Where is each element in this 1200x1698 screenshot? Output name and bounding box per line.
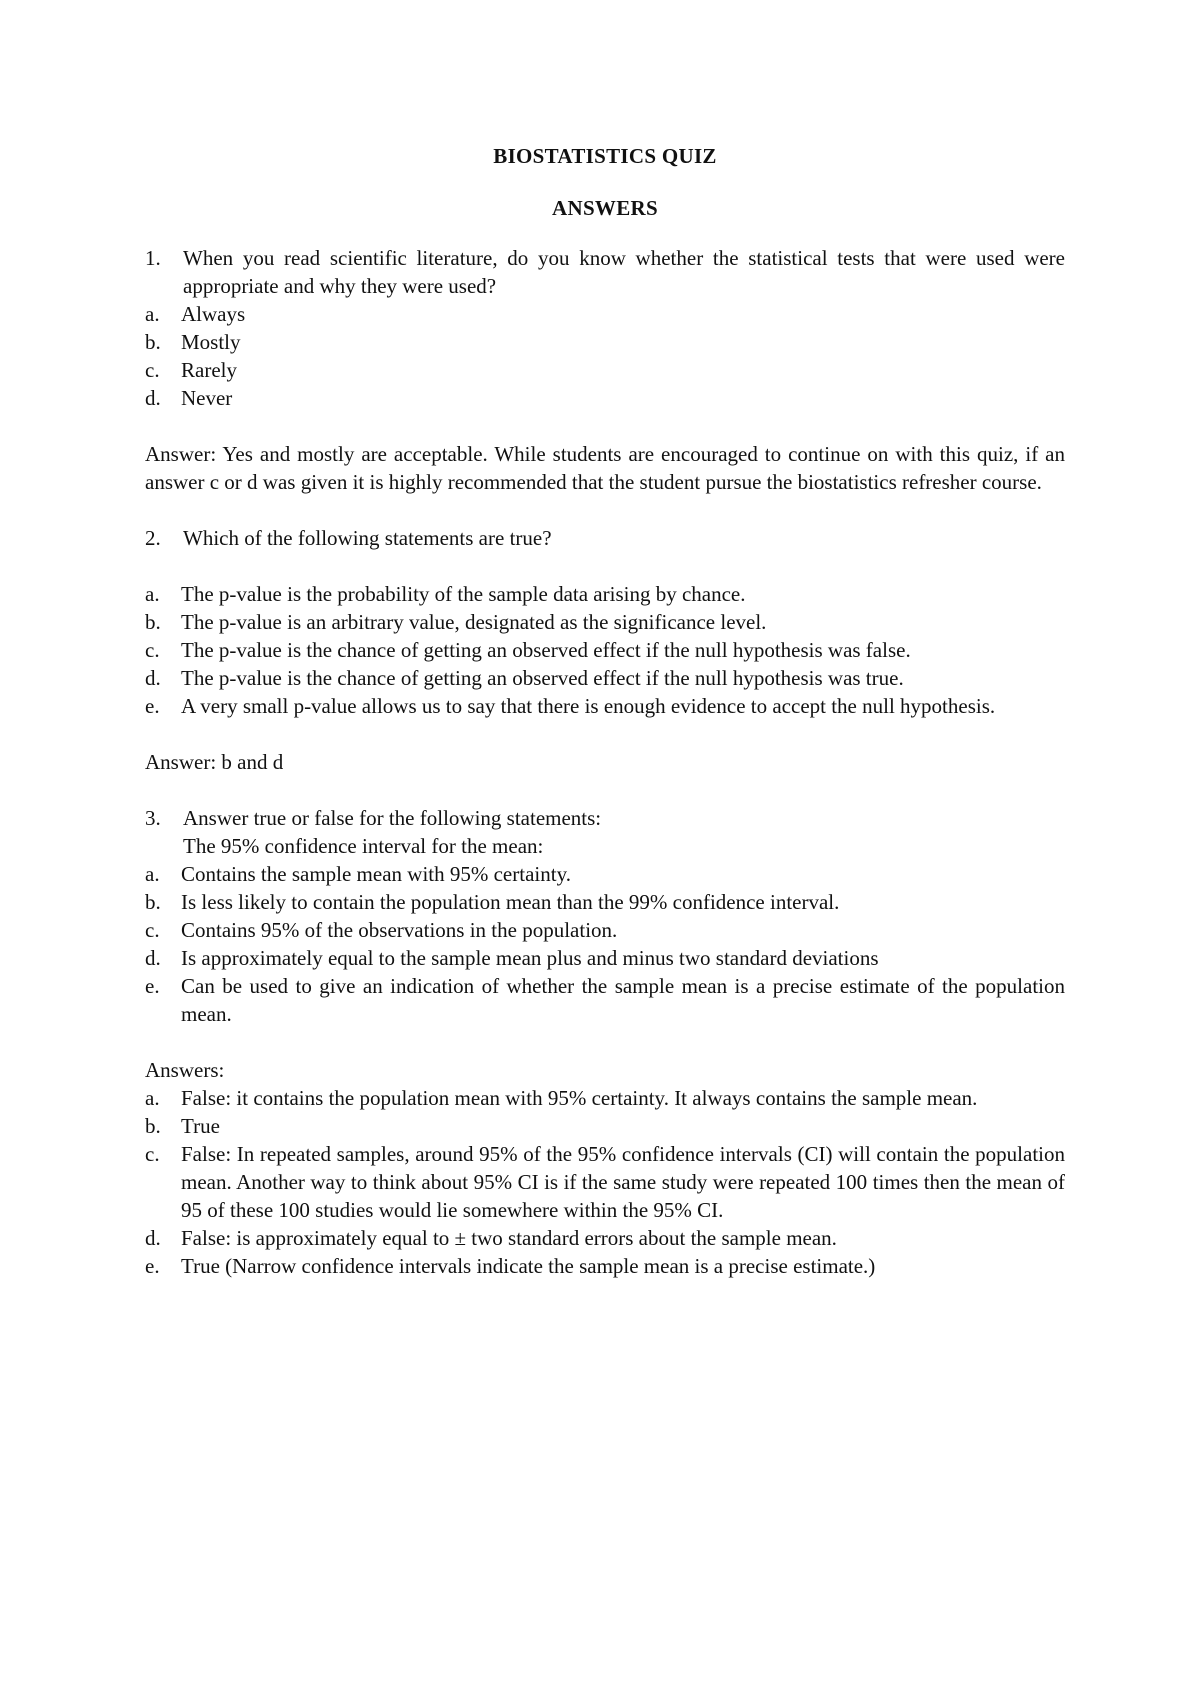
question-number: 1.: [145, 246, 161, 270]
document-title: BIOSTATISTICS QUIZ: [493, 144, 717, 168]
option-item: [145, 580, 1065, 608]
option-text: Mostly: [181, 330, 241, 354]
question-2: [145, 524, 1065, 552]
answer-item: [145, 1224, 1065, 1252]
option-item: [145, 944, 1065, 972]
answer-text: False: is approximately equal to ± two standard errors about the sample mean.: [181, 1226, 837, 1250]
answer-letter: e.: [145, 1254, 160, 1278]
question-number: 2.: [145, 526, 161, 550]
question-1-answer: Answer: Yes and mostly are acceptable. While students are encouraged to continue on with this quiz, if an answer c or d was given it is highly recommended that the student pursue the biostatistics refresher course.: [145, 442, 1065, 494]
option-letter: a.: [145, 862, 160, 886]
question-3-answers: [145, 1084, 1065, 1280]
question-text: When you read scientific literature, do you know whether the statistical tests that were used were appropriate and why they were used?: [183, 246, 1065, 298]
option-letter: e.: [145, 974, 160, 998]
option-item: [145, 664, 1065, 692]
option-text: Never: [181, 386, 233, 410]
option-text: A very small p-value allows us to say that there is enough evidence to accept the null hypothesis.: [181, 694, 996, 718]
option-text: Contains the sample mean with 95% certainty.: [181, 862, 571, 886]
option-letter: d.: [145, 666, 161, 690]
document-subtitle: ANSWERS: [552, 196, 658, 220]
question-number: 3.: [145, 806, 161, 830]
option-letter: b.: [145, 610, 161, 634]
option-text: Is less likely to contain the population mean than the 99% confidence interval.: [181, 890, 840, 914]
option-item: [145, 692, 1065, 720]
option-letter: d.: [145, 386, 161, 410]
option-text: The p-value is the probability of the sample data arising by chance.: [181, 582, 746, 606]
option-item: [145, 608, 1065, 636]
option-text: Contains 95% of the observations in the population.: [181, 918, 618, 942]
question-3-options: [145, 860, 1065, 1028]
option-item: [145, 356, 1065, 384]
option-letter: c.: [145, 918, 160, 942]
question-1-options: [145, 300, 1065, 412]
option-text: The p-value is the chance of getting an observed effect if the null hypothesis was true.: [181, 666, 904, 690]
option-text: Can be used to give an indication of whether the sample mean is a precise estimate of the population mean.: [181, 974, 1065, 1026]
option-item: [145, 300, 1065, 328]
option-item: [145, 636, 1065, 664]
option-item: [145, 916, 1065, 944]
option-letter: d.: [145, 946, 161, 970]
answer-text: True (Narrow confidence intervals indicate the sample mean is a precise estimate.): [181, 1254, 876, 1278]
option-letter: b.: [145, 890, 161, 914]
option-item: [145, 384, 1065, 412]
answer-item: [145, 1084, 1065, 1112]
question-text: Answer true or false for the following statements:: [183, 806, 602, 830]
option-letter: a.: [145, 302, 160, 326]
answer-item: [145, 1252, 1065, 1280]
question-text: Which of the following statements are true?: [183, 526, 552, 550]
option-text: The p-value is an arbitrary value, designated as the significance level.: [181, 610, 767, 634]
answer-text: False: In repeated samples, around 95% of the 95% confidence intervals (CI) will contain the population mean. Another way to think about 95% CI is if the same study were repeated 100 times then the mean of 95 of these 100 studies would lie somewhere within the 95% CI.: [181, 1142, 1065, 1222]
question-1: [145, 244, 1065, 300]
answer-letter: c.: [145, 1142, 160, 1166]
question-3-answers-label: Answers:: [145, 1058, 225, 1082]
option-letter: c.: [145, 358, 160, 382]
answer-letter: b.: [145, 1114, 161, 1138]
answer-item: [145, 1140, 1065, 1224]
answer-letter: a.: [145, 1086, 160, 1110]
question-2-options: [145, 580, 1065, 720]
question-3-lead: The 95% confidence interval for the mean:: [183, 834, 544, 858]
option-letter: a.: [145, 582, 160, 606]
option-text: Always: [181, 302, 246, 326]
answer-text: True: [181, 1114, 220, 1138]
option-letter: b.: [145, 330, 161, 354]
answer-letter: d.: [145, 1226, 161, 1250]
option-letter: c.: [145, 638, 160, 662]
option-text: Is approximately equal to the sample mean plus and minus two standard deviations: [181, 946, 879, 970]
option-letter: e.: [145, 694, 160, 718]
answer-text: False: it contains the population mean with 95% certainty. It always contains the sample mean.: [181, 1086, 978, 1110]
answer-item: [145, 1112, 1065, 1140]
option-text: Rarely: [181, 358, 237, 382]
option-item: [145, 972, 1065, 1028]
question-3: [145, 804, 1065, 832]
question-2-answer: Answer: b and d: [145, 750, 284, 774]
option-item: [145, 860, 1065, 888]
option-text: The p-value is the chance of getting an observed effect if the null hypothesis was false.: [181, 638, 911, 662]
option-item: [145, 888, 1065, 916]
option-item: [145, 328, 1065, 356]
document-page: [145, 142, 1065, 1280]
